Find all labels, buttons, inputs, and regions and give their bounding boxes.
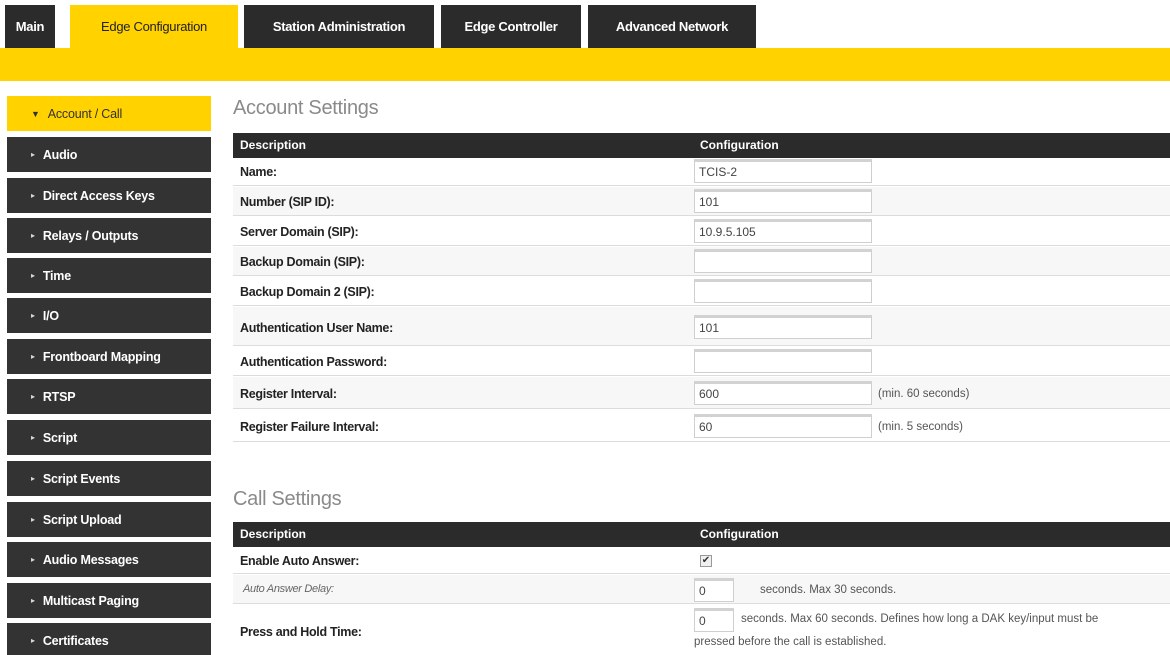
row-label: Authentication Password: <box>240 355 387 369</box>
sidebar-item-label: Account / Call <box>47 106 123 121</box>
row-label: Auto Answer Delay: <box>243 583 334 595</box>
row-label: Backup Domain 2 (SIP): <box>240 285 375 299</box>
sidebar-item-label: Audio <box>42 147 78 162</box>
triangle-right-icon: ▸ <box>31 392 35 401</box>
register-interval-input[interactable] <box>694 381 872 405</box>
auth-password-input[interactable] <box>694 349 872 373</box>
row-backup-domain-2 <box>233 277 1170 306</box>
row-press-and-hold-time <box>233 605 1170 655</box>
backup-domain-2-input[interactable] <box>694 279 872 303</box>
row-auto-answer-delay <box>233 575 1170 604</box>
register-failure-interval-input[interactable] <box>694 414 872 438</box>
sidebar-item-direct-access-keys[interactable] <box>7 178 211 213</box>
row-auth-password <box>233 347 1170 376</box>
sidebar-item-label: Relays / Outputs <box>42 228 139 243</box>
auth-user-name-input[interactable] <box>694 315 872 339</box>
sidebar-item-label: RTSP <box>42 389 76 404</box>
row-number-sip-id <box>233 187 1170 216</box>
call-table-header <box>233 522 1170 547</box>
sidebar-item-account-call[interactable] <box>7 96 211 131</box>
sidebar-item-rtsp[interactable] <box>7 379 211 414</box>
sidebar-item-audio[interactable] <box>7 137 211 172</box>
row-label: Backup Domain (SIP): <box>240 255 365 269</box>
register-failure-interval-note: (min. 5 seconds) <box>878 421 964 433</box>
sidebar-item-multicast-paging[interactable] <box>7 583 211 618</box>
tab-main[interactable]: Main <box>5 5 55 48</box>
tab-station-administration[interactable]: Station Administration <box>244 5 434 48</box>
auto-answer-checkbox[interactable]: ✔ <box>701 555 711 566</box>
triangle-right-icon: ▸ <box>31 231 35 240</box>
row-label: Register Interval: <box>240 387 337 401</box>
press-hold-time-note-2: pressed before the call is established. <box>694 636 887 648</box>
row-backup-domain <box>233 247 1170 276</box>
sidebar-item-label: Script Events <box>42 471 121 486</box>
row-label: Server Domain (SIP): <box>240 225 359 239</box>
server-domain-input[interactable] <box>694 219 872 243</box>
triangle-right-icon: ▸ <box>31 636 35 645</box>
col-description: Description <box>240 138 307 152</box>
row-label: Register Failure Interval: <box>240 420 379 434</box>
sidebar-item-label: Script Upload <box>42 512 122 527</box>
press-hold-time-note-1: seconds. Max 60 seconds. Defines how long a DAK key/input must be <box>741 613 1099 625</box>
col-configuration: Configuration <box>700 138 779 152</box>
row-label: Enable Auto Answer: <box>240 554 360 568</box>
sidebar-item-label: Audio Messages <box>42 552 139 567</box>
sidebar-item-relays-outputs[interactable] <box>7 218 211 253</box>
triangle-right-icon: ▸ <box>31 555 35 564</box>
triangle-right-icon: ▸ <box>31 271 35 280</box>
account-settings-title: Account Settings <box>233 97 379 119</box>
number-sip-id-input[interactable] <box>694 189 872 213</box>
row-register-failure-interval <box>233 410 1170 442</box>
sidebar-item-label: Direct Access Keys <box>42 188 155 203</box>
top-tab-bar <box>0 0 1170 48</box>
triangle-right-icon: ▸ <box>31 352 35 361</box>
account-table-header <box>233 133 1170 158</box>
row-label: Press and Hold Time: <box>240 625 362 639</box>
sidebar-item-certificates[interactable] <box>7 623 211 655</box>
accent-bar <box>0 48 1170 81</box>
triangle-right-icon: ▸ <box>31 515 35 524</box>
triangle-right-icon: ▸ <box>31 311 35 320</box>
sidebar-item-io[interactable] <box>7 298 211 333</box>
name-input[interactable] <box>694 159 872 183</box>
sidebar-item-audio-messages[interactable] <box>7 542 211 577</box>
triangle-down-icon: ▼ <box>31 108 40 119</box>
sidebar-item-label: Time <box>42 268 71 283</box>
triangle-right-icon: ▸ <box>31 150 35 159</box>
tab-edge-configuration[interactable]: Edge Configuration <box>70 5 238 48</box>
triangle-right-icon: ▸ <box>31 474 35 483</box>
triangle-right-icon: ▸ <box>31 191 35 200</box>
call-settings-title: Call Settings <box>233 488 342 510</box>
sidebar-item-label: Certificates <box>42 633 109 648</box>
sidebar-item-frontboard-mapping[interactable] <box>7 339 211 374</box>
sidebar-item-script-upload[interactable] <box>7 502 211 537</box>
press-hold-time-input[interactable] <box>694 608 734 632</box>
triangle-right-icon: ▸ <box>31 433 35 442</box>
register-interval-note: (min. 60 seconds) <box>878 388 970 400</box>
backup-domain-input[interactable] <box>694 249 872 273</box>
row-enable-auto-answer <box>233 547 1170 574</box>
auto-answer-delay-input[interactable] <box>694 578 734 602</box>
sidebar-item-label: Multicast Paging <box>42 593 139 608</box>
sidebar-item-label: Frontboard Mapping <box>42 349 161 364</box>
auto-answer-delay-note: seconds. Max 30 seconds. <box>760 584 897 596</box>
row-label: Name: <box>240 165 277 179</box>
sidebar-item-label: Script <box>42 430 78 445</box>
row-label: Number (SIP ID): <box>240 195 335 209</box>
row-register-interval <box>233 377 1170 409</box>
row-server-domain <box>233 217 1170 246</box>
row-name <box>233 158 1170 186</box>
sidebar-item-script-events[interactable] <box>7 461 211 496</box>
sidebar-item-script[interactable] <box>7 420 211 455</box>
row-auth-user-name <box>233 307 1170 346</box>
tab-advanced-network[interactable]: Advanced Network <box>588 5 756 48</box>
col-description: Description <box>240 527 307 541</box>
row-label: Authentication User Name: <box>240 321 393 335</box>
sidebar-item-time[interactable] <box>7 258 211 293</box>
col-configuration: Configuration <box>700 527 779 541</box>
tab-edge-controller[interactable]: Edge Controller <box>441 5 581 48</box>
triangle-right-icon: ▸ <box>31 596 35 605</box>
sidebar-item-label: I/O <box>42 308 59 323</box>
